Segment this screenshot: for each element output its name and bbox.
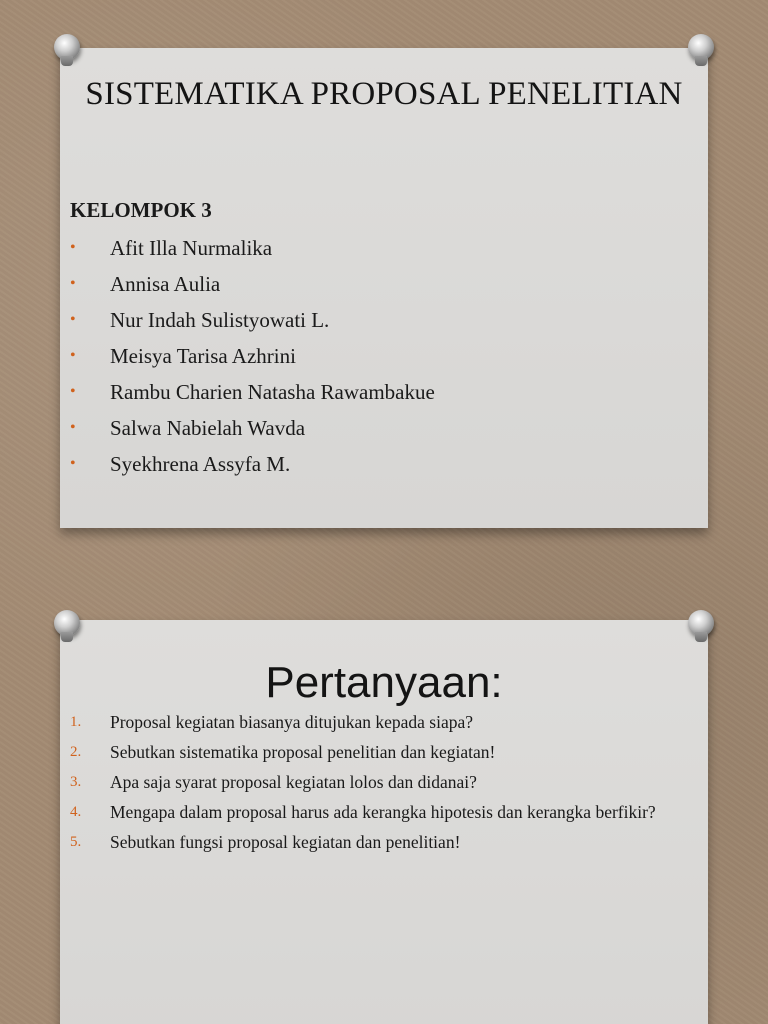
push-pin-icon <box>54 610 80 636</box>
member-name: Afit Illa Nurmalika <box>110 236 273 260</box>
list-item <box>70 742 710 763</box>
list-item <box>70 410 435 446</box>
push-pin-icon <box>688 34 714 60</box>
bullet-icon: • <box>70 311 76 328</box>
push-pin-icon <box>54 34 80 60</box>
bullet-icon: • <box>70 239 76 256</box>
item-number: 1. <box>70 714 82 730</box>
list-item <box>70 338 435 374</box>
question-text: Mengapa dalam proposal harus ada kerangka hipotesis dan kerangka berfikir? <box>110 802 656 822</box>
question-list <box>70 712 710 862</box>
member-name: Syekhrena Assyfa M. <box>110 452 291 476</box>
list-item <box>70 832 710 853</box>
list-item <box>70 712 710 733</box>
member-name: Nur Indah Sulistyowati L. <box>110 308 330 332</box>
member-list <box>70 230 435 482</box>
list-item <box>70 374 435 410</box>
bullet-icon: • <box>70 419 76 436</box>
list-item <box>70 772 710 793</box>
member-name: Meisya Tarisa Azhrini <box>110 344 296 368</box>
item-number: 2. <box>70 744 82 760</box>
member-name: Annisa Aulia <box>110 272 221 296</box>
question-text: Proposal kegiatan biasanya ditujukan kepada siapa? <box>110 712 474 732</box>
bullet-icon: • <box>70 383 76 400</box>
bullet-icon: • <box>70 347 76 364</box>
question-text: Apa saja syarat proposal kegiatan lolos dan didanai? <box>110 772 477 792</box>
item-number: 4. <box>70 804 82 820</box>
bullet-icon: • <box>70 455 76 472</box>
list-item <box>70 802 710 823</box>
group-title: KELOMPOK 3 <box>70 198 212 222</box>
push-pin-icon <box>688 610 714 636</box>
question-text: Sebutkan sistematika proposal penelitian dan kegiatan! <box>110 742 496 762</box>
member-name: Rambu Charien Natasha Rawambakue <box>110 380 435 404</box>
slide-title: Pertanyaan: <box>265 658 503 707</box>
slide-title: SISTEMATIKA PROPOSAL PENELITIAN <box>85 76 683 112</box>
list-item <box>70 230 435 266</box>
item-number: 3. <box>70 774 82 790</box>
list-item <box>70 302 435 338</box>
question-text: Sebutkan fungsi proposal kegiatan dan penelitian! <box>110 832 461 852</box>
bullet-icon: • <box>70 275 76 292</box>
member-name: Salwa Nabielah Wavda <box>110 416 306 440</box>
list-item <box>70 266 435 302</box>
slide-2 <box>0 576 768 1024</box>
list-item <box>70 446 435 482</box>
item-number: 5. <box>70 834 82 850</box>
